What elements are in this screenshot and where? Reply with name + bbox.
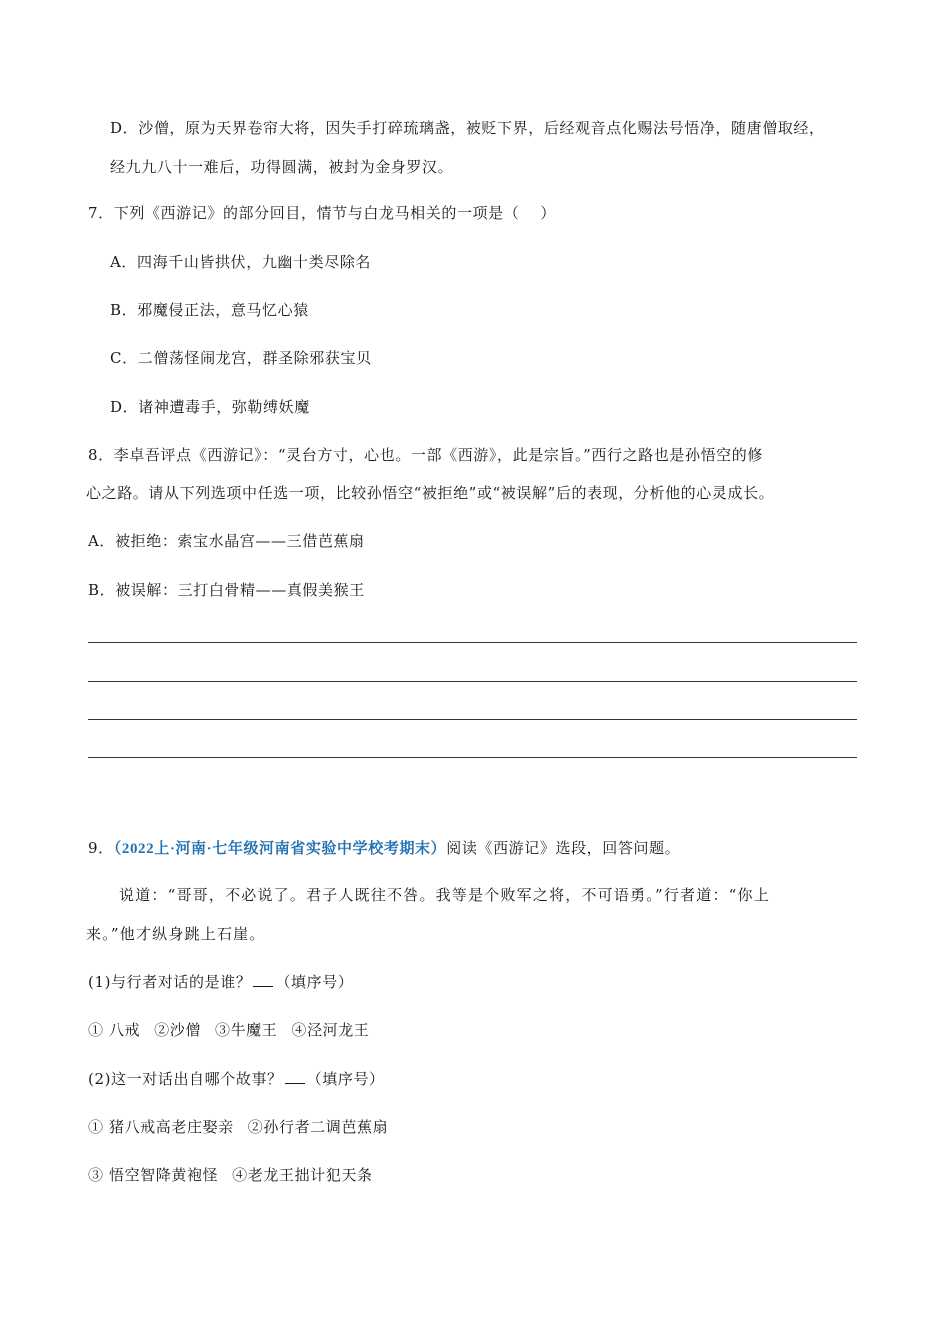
q9-sub2-blank[interactable] bbox=[285, 1069, 305, 1084]
q9-sub1-choices bbox=[88, 1020, 369, 1040]
q9-sub1-blank[interactable] bbox=[253, 972, 273, 987]
q9-sub1-choice: ③牛魔王 bbox=[214, 1021, 278, 1039]
q8-option-a: A．被拒绝：索宝水晶宫——三借芭蕉扇 bbox=[88, 532, 365, 550]
q8-option-b: B．被误解：三打白骨精——真假美猴王 bbox=[88, 581, 365, 599]
answer-line[interactable] bbox=[88, 681, 857, 682]
q9-sub1-hint: （填序号） bbox=[275, 973, 354, 991]
q9-sub2-prompt: (2)这一对话出自哪个故事？ bbox=[88, 1070, 283, 1088]
answer-line[interactable] bbox=[88, 642, 857, 643]
q9-sub1-choice: ②沙僧 bbox=[154, 1021, 201, 1039]
q7-stem: 7．下列《西游记》的部分回目，情节与白龙马相关的一项是（ ） bbox=[88, 204, 556, 222]
q9-sub2-choice: ②孙行者二调芭蕉扇 bbox=[247, 1118, 389, 1136]
q9-sub2-hint: （填序号） bbox=[306, 1070, 385, 1088]
q9-sub2-choices-row1 bbox=[88, 1117, 388, 1137]
q9-sub2-choices-row2 bbox=[88, 1165, 373, 1185]
q9-header bbox=[88, 838, 680, 859]
q9-sub2-choice: ④老龙王拙计犯天条 bbox=[232, 1166, 373, 1184]
q9-sub1-prompt: (1)与行者对话的是谁？ bbox=[88, 973, 252, 991]
answer-line[interactable] bbox=[88, 757, 857, 758]
q7-option-b: B．邪魔侵正法，意马忆心猿 bbox=[110, 301, 309, 319]
q9-number: 9． bbox=[88, 839, 114, 857]
q9-sub2-choice: ③ 悟空智降黄袍怪 bbox=[88, 1166, 219, 1184]
answer-line[interactable] bbox=[88, 719, 857, 720]
q9-sub1 bbox=[88, 972, 353, 992]
q7-option-c: C．二僧荡怪闹龙宫，群圣除邪获宝贝 bbox=[110, 349, 372, 367]
q9-source-tag: （2022上·河南·七年级河南省实验中学校考期末） bbox=[113, 841, 447, 857]
q9-sub1-choice: ① 八戒 bbox=[88, 1021, 141, 1039]
q9-sub2 bbox=[88, 1069, 385, 1089]
q8-stem-line1: 8．李卓吾评点《西游记》：“灵台方寸，心也。一部《西游》，此是宗旨。”西行之路也是孙悟空的修 bbox=[88, 446, 763, 464]
q7-option-a: A．四海千山皆拱伏，九幽十类尽除名 bbox=[110, 253, 372, 271]
q9-passage-line2: 来。”他才纵身跳上石崖。 bbox=[86, 925, 266, 943]
q9-sub2-choice: ① 猪八戒高老庄娶亲 bbox=[88, 1118, 234, 1136]
q6-option-d-line2: 经九九八十一难后，功得圆满，被封为金身罗汉。 bbox=[110, 158, 454, 176]
q7-option-d: D．诸神遭毒手，弥勒缚妖魔 bbox=[110, 398, 310, 416]
q9-instruction: 阅读《西游记》选段，回答问题。 bbox=[446, 839, 681, 857]
q8-stem-line2: 心之路。请从下列选项中任选一项，比较孙悟空“被拒绝”或“被误解”后的表现，分析他的心灵成长。 bbox=[86, 484, 775, 502]
q6-option-d-line1: D．沙僧，原为天界卷帘大将，因失手打碎琉璃盏，被贬下界，后经观音点化赐法号悟净，随唐僧取经， bbox=[110, 119, 825, 137]
q9-sub1-choice: ④泾河龙王 bbox=[291, 1021, 370, 1039]
q9-passage-line1: 说道：“哥哥，不必说了。君子人既往不咎。我等是个败军之将，不可语勇。”行者道：“你上 bbox=[119, 886, 770, 904]
